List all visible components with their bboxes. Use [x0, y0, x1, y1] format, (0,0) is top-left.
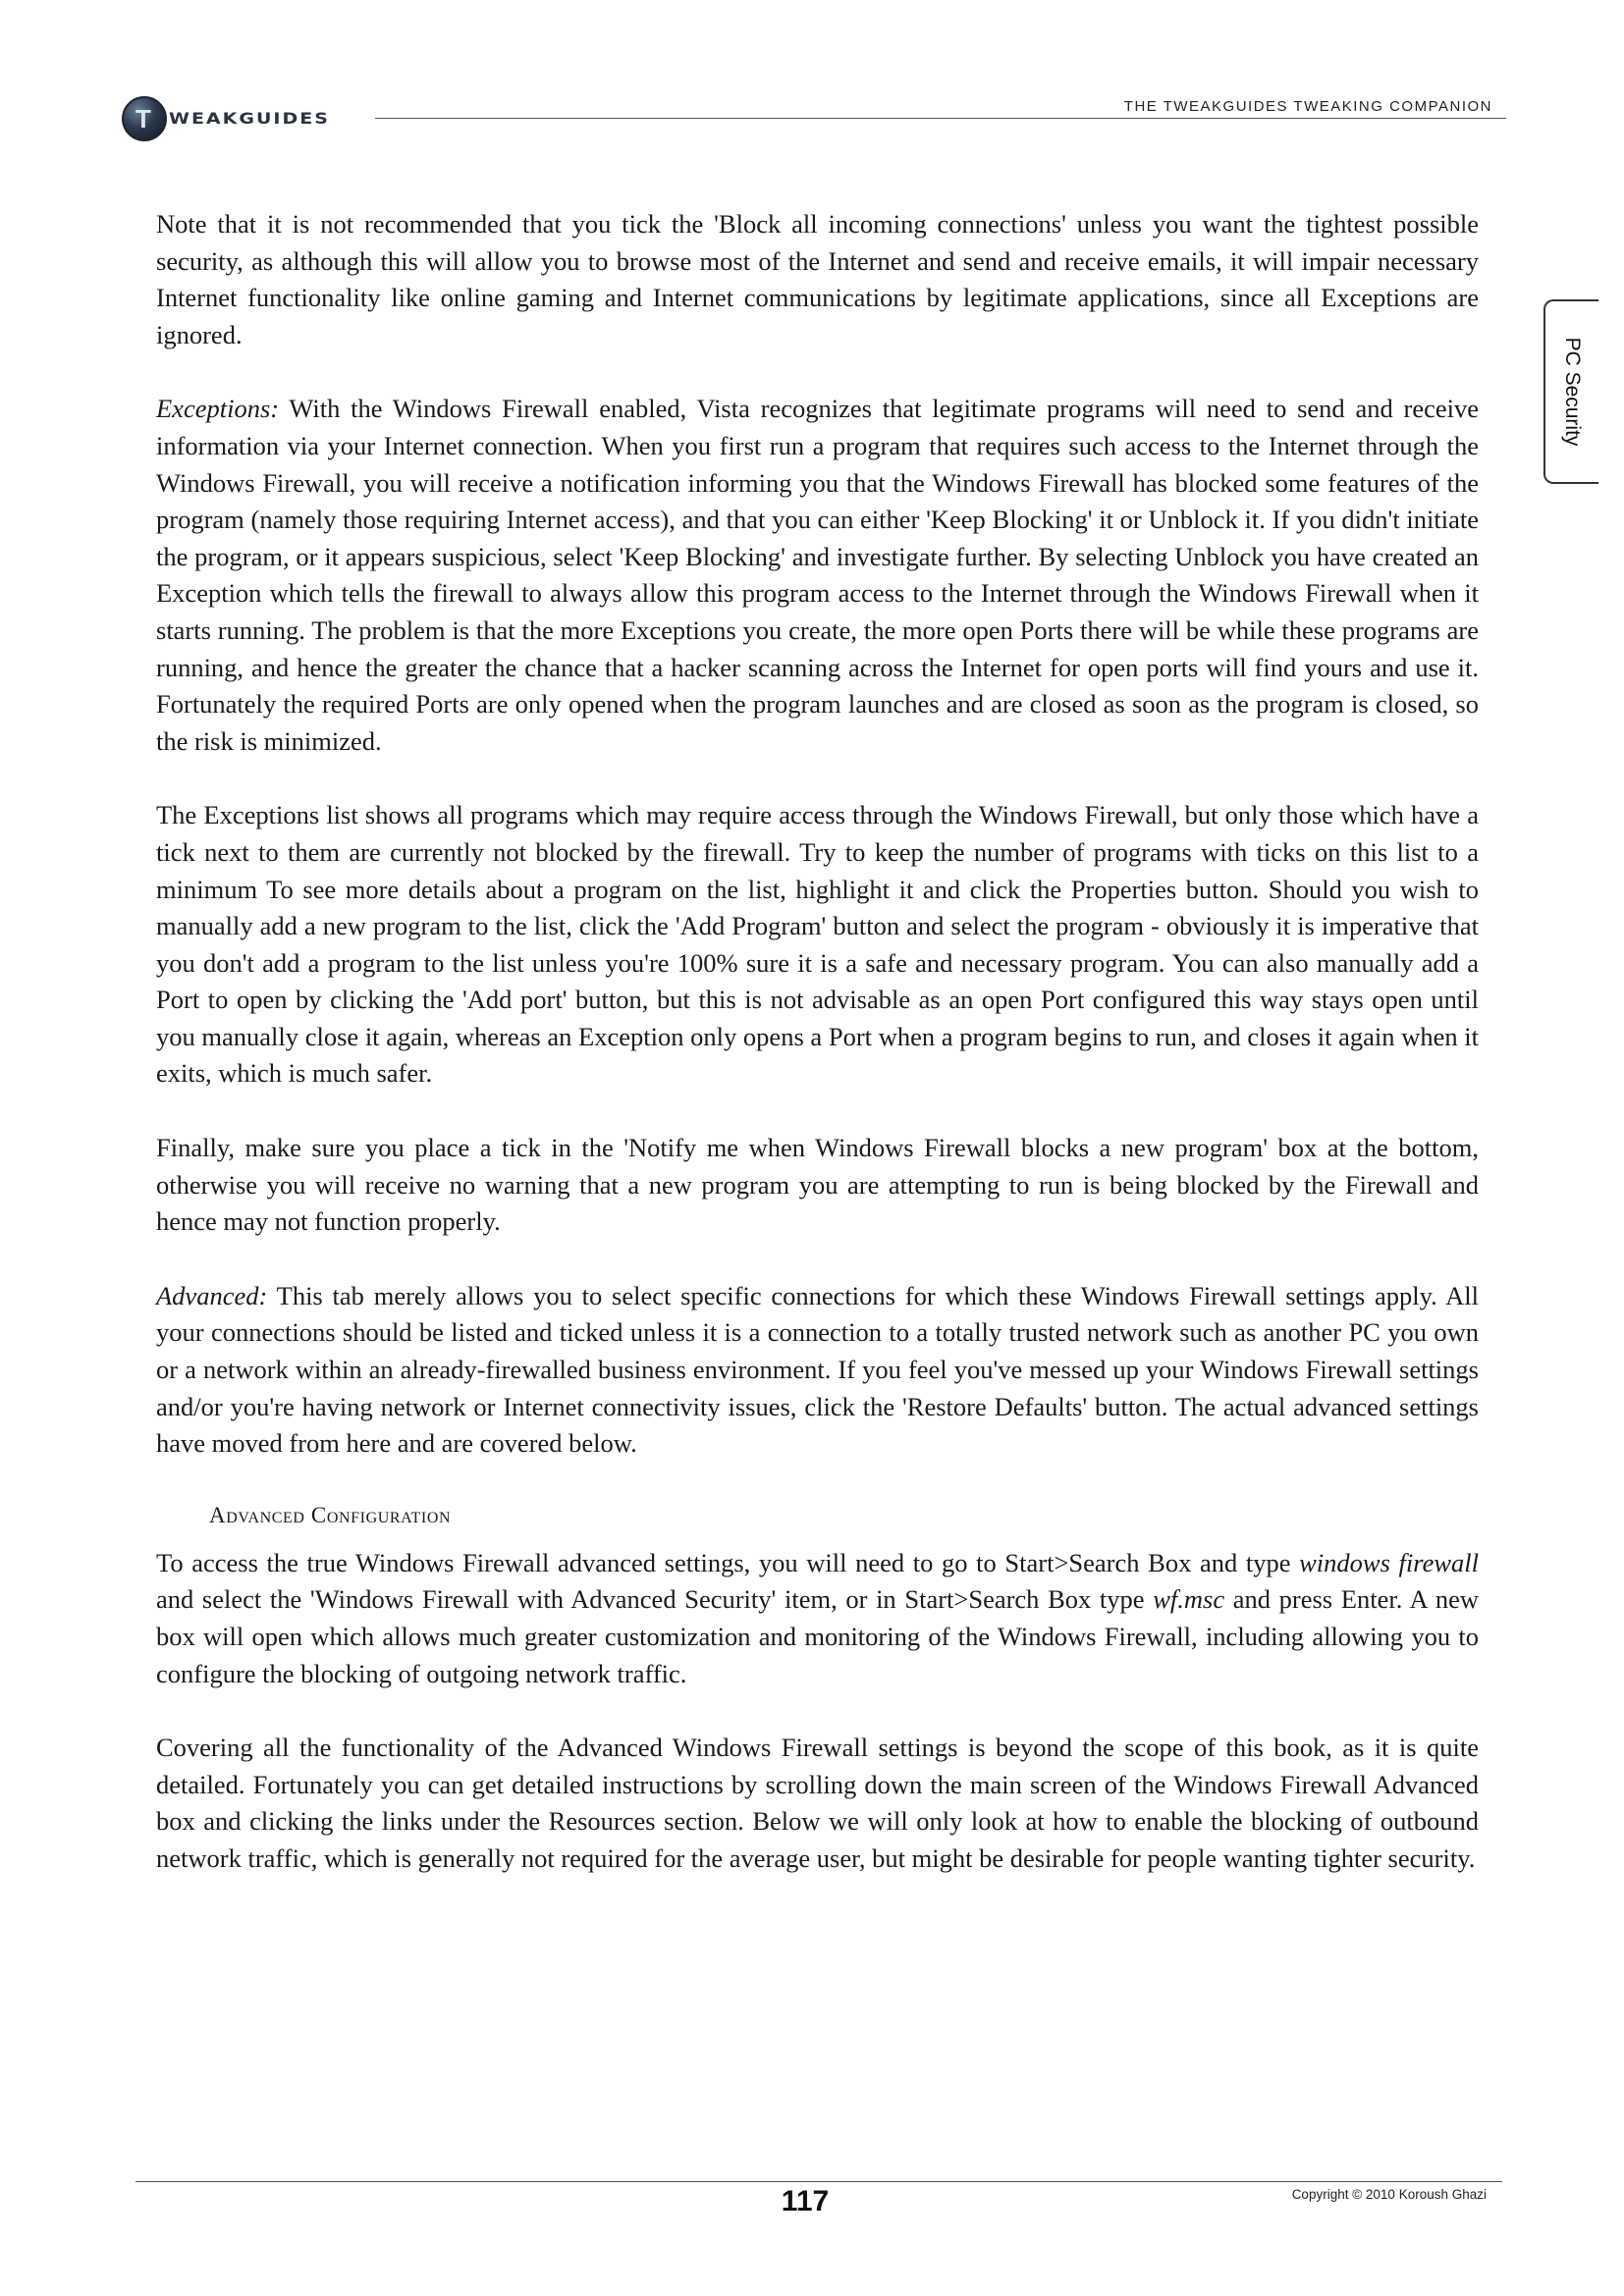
paragraph-text: Note that it is not recommended that you tick the 'Block all incoming connections' unless you want the tightest possible security, as although this will allow you to browse most of the Internet and send and receive emails, it will impair necessary Internet functionality like online gaming and Internet communications by legitimate applications, since all Exceptions are ignored. [156, 209, 1479, 349]
page-number: 117 [781, 2185, 830, 2217]
logo-letter: T [135, 104, 151, 133]
paragraph-block-all [156, 206, 1479, 353]
page-content [156, 206, 1479, 1915]
copyright-notice: Copyright © 2010 Koroush Ghazi [1291, 2187, 1487, 2202]
paragraph-text: The Exceptions list shows all programs which may require access through the Windows Firewall, but only those which have a tick next to them are currently not blocked by the firewall. Try to keep the number of programs with ticks on this list to a minimum To see more details about a program on the list, highlight it and click the Properties button. Should you wish to manually add a new program to the list, click the 'Add Program' button and select the program - obviously it is imperative that you don't add a program to the list unless you're 100% sure it is a safe and necessary program. You can also manually add a Port to open by clicking the 'Add port' button, but this is not advisable as an open Port configured this way stays open until you manually close it again, whereas an Exception only opens a Port when a program begins to run, and closes it again when it exits, which is much safer. [156, 800, 1479, 1089]
section-heading: Advanced Configuration [209, 1502, 452, 1527]
paragraph-exceptions [156, 391, 1479, 760]
section-side-tab [1543, 299, 1598, 484]
paragraph-text: To access the true Windows Firewall advanced settings, you will need to go to Start>Search Box and type [156, 1547, 1300, 1577]
header-title: THE TWEAKGUIDES TWEAKING COMPANION [1123, 98, 1492, 115]
paragraph-scope [156, 1730, 1479, 1877]
paragraph-exceptions-list [156, 797, 1479, 1093]
page-header [122, 92, 1506, 151]
paragraph-notify [156, 1130, 1479, 1241]
command-text: windows firewall [1299, 1547, 1479, 1577]
paragraph-label: Advanced: [156, 1280, 268, 1310]
paragraph-access-advanced [156, 1545, 1479, 1692]
command-text: wf.msc [1153, 1584, 1225, 1615]
paragraph-label: Exceptions: [156, 394, 280, 424]
logo-text: WEAKGUIDES [169, 109, 330, 129]
paragraph-text: Finally, make sure you place a tick in the 'Notify me when Windows Firewall blocks a new program' box at the bottom, otherwise you will receive no warning that a new program you are attempting to run is being blocked by the Firewall and hence may not function properly. [156, 1133, 1479, 1237]
globe-logo-icon [122, 96, 167, 141]
paragraph-text: This tab merely allows you to select specific connections for which these Windows Firewall settings apply. All your connections should be listed and ticked unless it is a connection to a totally trusted network such as another PC you own or a network within an already-firewalled business environment. If you feel you've messed up your Windows Firewall settings and/or you're having network or Internet connectivity issues, click the 'Restore Defaults' button. The actual advanced settings have moved from here and are covered below. [156, 1280, 1479, 1459]
paragraph-text: With the Windows Firewall enabled, Vista recognizes that legitimate programs will need to send and receive information via your Internet connection. When you first run a program that requires such access to the Internet through the Windows Firewall, you will receive a notification informing you that the Windows Firewall has blocked some features of the program (namely those requiring Internet access), and that you can either 'Keep Blocking' it or Unblock it. If you didn't initiate the program, or it appears suspicious, select 'Keep Blocking' and investigate further. By selecting Unblock you have created an Exception which tells the firewall to always allow this program access to the Internet through the Windows Firewall when it starts running. The problem is that the more Exceptions you create, the more open Ports there will be while these programs are running, and hence the greater the chance that a hacker scanning across the Internet for open ports will find yours and use it. Fortunately the required Ports are only opened when the program launches and are closed as soon as the program is closed, so the risk is minimized. [156, 394, 1479, 756]
paragraph-text: and select the 'Windows Firewall with Advanced Security' item, or in Start>Search Box type [156, 1584, 1154, 1615]
footer-rule [135, 2181, 1502, 2182]
paragraph-text: and press Enter. A new box will open which allows much greater customization and monitoring of the Windows Firewall, including allowing you to configure the blocking of outgoing network traffic. [156, 1584, 1479, 1688]
tweakguides-logo [122, 92, 330, 145]
header-rule [375, 118, 1506, 119]
paragraph-advanced-tab [156, 1278, 1479, 1463]
side-tab-label: PC Security [1561, 337, 1584, 447]
paragraph-text: Covering all the functionality of the Advanced Windows Firewall settings is beyond the scope of this book, as it is quite detailed. Fortunately you can get detailed instructions by scrolling down the main screen of the Windows Firewall Advanced box and clicking the links under the Resources section. Below we will only look at how to enable the blocking of outbound network traffic, which is generally not required for the average user, but might be desirable for people wanting tighter security. [156, 1733, 1479, 1873]
